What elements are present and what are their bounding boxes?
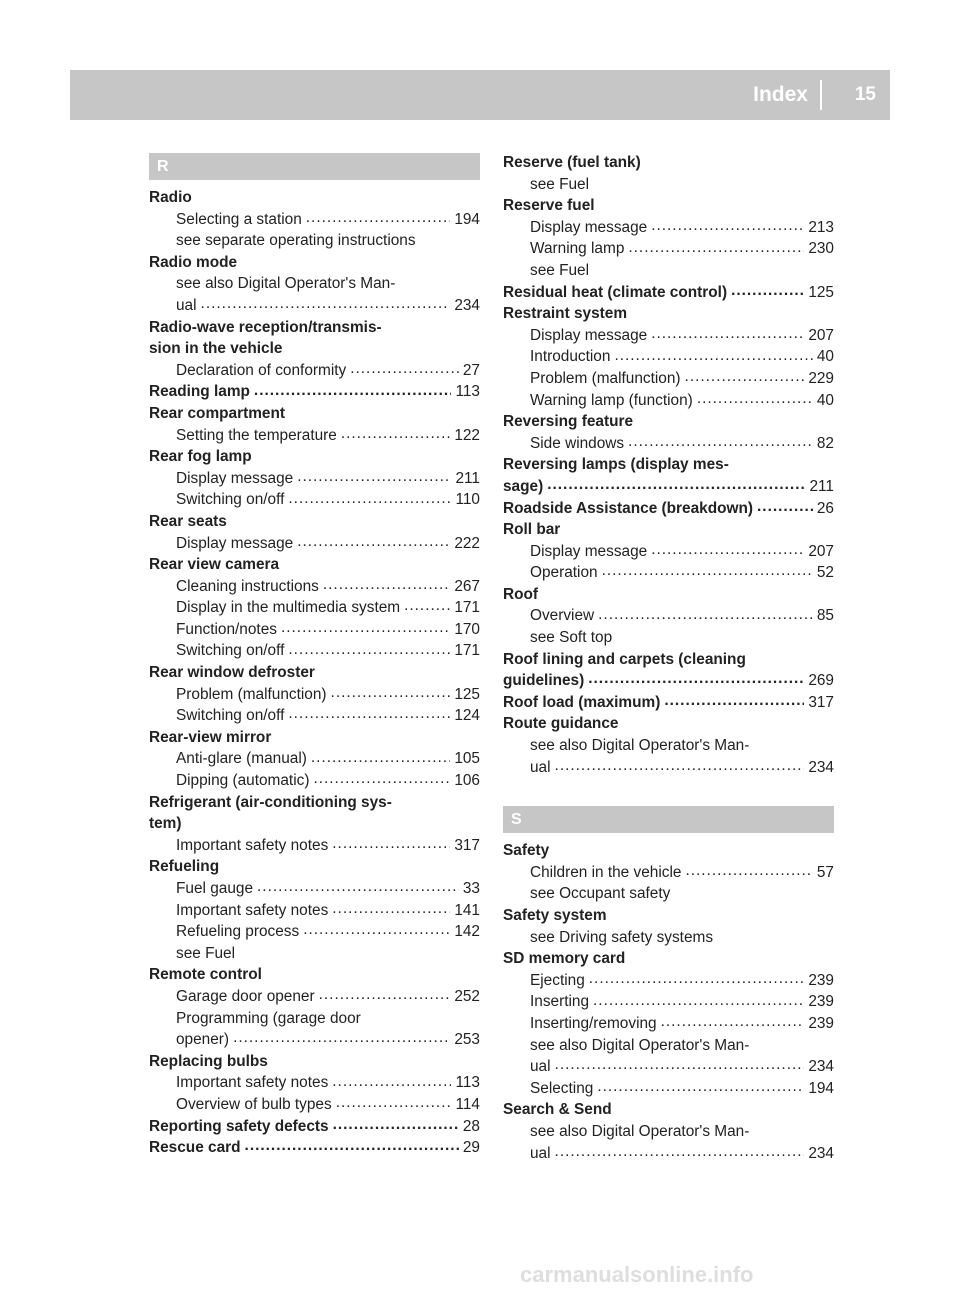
index-letter-heading: S bbox=[503, 806, 834, 833]
index-entry bbox=[149, 338, 480, 360]
page-reference[interactable]: 125 bbox=[808, 283, 834, 301]
entry-text: Side windows bbox=[530, 434, 625, 452]
page-reference[interactable]: 239 bbox=[808, 971, 834, 989]
dot-leader bbox=[201, 295, 451, 317]
index-subentry bbox=[149, 489, 480, 511]
index-entry bbox=[149, 1137, 480, 1159]
entry-text: Selecting a station bbox=[176, 210, 302, 228]
dot-leader bbox=[697, 390, 813, 412]
page-reference[interactable]: 317 bbox=[454, 836, 480, 854]
entry-text: sage) bbox=[503, 477, 544, 495]
entry-text: Reversing feature bbox=[503, 413, 634, 431]
index-subentry bbox=[503, 1121, 834, 1143]
index-subentry bbox=[503, 757, 834, 779]
index-subentry bbox=[503, 346, 834, 368]
index-entry bbox=[503, 498, 834, 520]
index-entry bbox=[149, 792, 480, 814]
dot-leader bbox=[297, 533, 450, 555]
index-entry bbox=[149, 511, 480, 533]
index-subentry bbox=[503, 627, 834, 649]
entry-text: see Driving safety systems bbox=[530, 928, 714, 946]
entry-text: see also Digital Operator's Man- bbox=[530, 1122, 750, 1140]
dot-leader bbox=[555, 1143, 805, 1165]
index-subentry bbox=[503, 390, 834, 412]
page-reference[interactable]: 141 bbox=[454, 901, 480, 919]
entry-text: Route guidance bbox=[503, 715, 619, 733]
entry-text: Rear window defroster bbox=[149, 664, 315, 682]
entry-text: Switching on/off bbox=[176, 491, 285, 509]
dot-leader bbox=[333, 1116, 459, 1138]
entry-text: Rear view camera bbox=[149, 556, 280, 574]
dot-leader bbox=[350, 360, 459, 382]
index-subentry bbox=[149, 230, 480, 252]
index-subentry bbox=[503, 562, 834, 584]
index-subentry bbox=[503, 927, 834, 949]
dot-leader bbox=[257, 878, 459, 900]
index-subentry bbox=[149, 273, 480, 295]
entry-text: Programming (garage door bbox=[176, 1009, 361, 1027]
dot-leader bbox=[332, 1072, 451, 1094]
entry-text: Replacing bulbs bbox=[149, 1052, 268, 1070]
entry-text: see Fuel bbox=[530, 175, 590, 193]
entry-text: ual bbox=[530, 1144, 551, 1162]
entry-text: Important safety notes bbox=[176, 1074, 329, 1092]
index-subentry bbox=[503, 260, 834, 282]
entry-text: Radio bbox=[149, 189, 192, 206]
dot-leader bbox=[628, 433, 813, 455]
index-entry bbox=[503, 303, 834, 325]
index-letter-heading: R bbox=[149, 153, 480, 180]
index-subentry bbox=[149, 1072, 480, 1094]
dot-leader bbox=[323, 576, 450, 598]
entry-text: Rear compartment bbox=[149, 404, 285, 422]
dot-leader bbox=[319, 986, 451, 1008]
entry-text: Dipping (automatic) bbox=[176, 772, 310, 790]
dot-leader bbox=[651, 217, 804, 239]
entry-text: see Fuel bbox=[176, 944, 236, 962]
index-entry bbox=[503, 1099, 834, 1121]
index-entry bbox=[503, 411, 834, 433]
dot-leader bbox=[254, 381, 452, 403]
index-subentry bbox=[149, 770, 480, 792]
dot-leader bbox=[332, 900, 450, 922]
entry-text: Display message bbox=[176, 534, 294, 552]
index-subentry bbox=[149, 835, 480, 857]
entry-text: Inserting/removing bbox=[530, 1014, 657, 1032]
dot-leader bbox=[597, 1078, 804, 1100]
entry-text: Operation bbox=[530, 564, 598, 582]
index-entry bbox=[149, 1116, 480, 1138]
entry-text: Overview of bulb types bbox=[176, 1095, 332, 1113]
page-reference[interactable]: 267 bbox=[454, 577, 480, 595]
page-reference[interactable]: 234 bbox=[808, 1058, 834, 1076]
index-subentry bbox=[503, 1056, 834, 1078]
page-reference[interactable]: 170 bbox=[454, 620, 480, 638]
index-column-left bbox=[149, 153, 480, 1159]
entry-text: Roof bbox=[503, 585, 539, 603]
entry-text: Reserve fuel bbox=[503, 197, 595, 215]
dot-leader bbox=[651, 541, 804, 563]
entry-text: Cleaning instructions bbox=[176, 577, 319, 595]
page-reference[interactable]: 52 bbox=[816, 564, 834, 582]
index-subentry bbox=[149, 878, 480, 900]
index-entry bbox=[503, 454, 834, 476]
entry-text: Important safety notes bbox=[176, 901, 329, 919]
index-subentry bbox=[149, 360, 480, 382]
page-reference[interactable]: 105 bbox=[454, 750, 480, 768]
entry-text: Garage door opener bbox=[176, 987, 315, 1005]
dot-leader bbox=[731, 282, 804, 304]
index-subentry bbox=[149, 1029, 480, 1051]
entry-text: opener) bbox=[176, 1031, 230, 1049]
entry-text: Rear-view mirror bbox=[149, 728, 272, 746]
page-reference[interactable]: 28 bbox=[462, 1117, 480, 1135]
page-reference[interactable]: 317 bbox=[808, 693, 834, 711]
page-reference[interactable]: 57 bbox=[816, 863, 834, 881]
page-reference[interactable]: 125 bbox=[454, 685, 480, 703]
entry-text: Search & Send bbox=[503, 1101, 612, 1119]
entry-text: ual bbox=[176, 296, 197, 314]
index-subentry bbox=[149, 921, 480, 943]
page-reference[interactable]: 171 bbox=[454, 599, 480, 617]
page-reference[interactable]: 213 bbox=[808, 218, 834, 236]
index-entry bbox=[149, 554, 480, 576]
entry-text: Refrigerant (air-conditioning sys- bbox=[149, 793, 392, 811]
page-reference[interactable]: 207 bbox=[808, 326, 834, 344]
dot-leader bbox=[547, 476, 805, 498]
index-subentry bbox=[149, 705, 480, 727]
index-subentry bbox=[503, 1013, 834, 1035]
index-subentry bbox=[503, 1143, 834, 1165]
index-entry bbox=[149, 403, 480, 425]
entry-text: Anti-glare (manual) bbox=[176, 750, 307, 768]
entry-text: see Occupant safety bbox=[530, 885, 671, 903]
entry-text: Switching on/off bbox=[176, 707, 285, 725]
index-entry bbox=[503, 905, 834, 927]
index-entry bbox=[503, 713, 834, 735]
dot-leader bbox=[661, 1013, 805, 1035]
index-entry bbox=[503, 519, 834, 541]
dot-leader bbox=[245, 1137, 459, 1159]
entry-text: Restraint system bbox=[503, 305, 628, 323]
page-reference[interactable]: 40 bbox=[816, 348, 834, 366]
entry-text: see Soft top bbox=[530, 629, 613, 647]
index-entry bbox=[149, 964, 480, 986]
page-reference[interactable]: 239 bbox=[808, 1014, 834, 1032]
page-reference[interactable]: 33 bbox=[462, 880, 480, 897]
index-subentry bbox=[149, 425, 480, 447]
dot-leader bbox=[664, 692, 804, 714]
page-reference[interactable]: 239 bbox=[808, 993, 834, 1011]
index-entry bbox=[149, 187, 480, 209]
dot-leader bbox=[303, 921, 450, 943]
index-subentry bbox=[149, 1008, 480, 1030]
index-entry bbox=[149, 856, 480, 878]
entry-text: Problem (malfunction) bbox=[176, 685, 327, 703]
page-reference[interactable]: 230 bbox=[808, 240, 834, 258]
entry-text: Rear seats bbox=[149, 512, 227, 530]
entry-text: Setting the temperature bbox=[176, 426, 337, 444]
watermark: carmanualsonline.info bbox=[520, 1262, 754, 1287]
index-column-right bbox=[503, 152, 834, 1164]
index-entry bbox=[149, 1051, 480, 1073]
index-subentry bbox=[503, 1035, 834, 1057]
dot-leader bbox=[288, 640, 450, 662]
dot-leader bbox=[288, 705, 450, 727]
section-title: Index bbox=[753, 80, 822, 110]
dot-leader bbox=[685, 862, 812, 884]
index-subentry bbox=[503, 325, 834, 347]
index-subentry bbox=[503, 991, 834, 1013]
entry-text: Problem (malfunction) bbox=[530, 369, 681, 387]
dot-leader bbox=[598, 605, 813, 627]
dot-leader bbox=[651, 325, 804, 347]
page-reference[interactable]: 113 bbox=[455, 1074, 480, 1092]
dot-leader bbox=[602, 562, 813, 584]
page-reference[interactable]: 40 bbox=[816, 391, 834, 409]
entry-text: Roof load (maximum) bbox=[503, 693, 661, 711]
page-reference[interactable]: 234 bbox=[808, 1144, 834, 1162]
entry-text: ual bbox=[530, 758, 551, 776]
index-subentry bbox=[503, 970, 834, 992]
page-reference[interactable]: 234 bbox=[808, 758, 834, 776]
index-entry bbox=[503, 670, 834, 692]
entry-text: Display in the multimedia system bbox=[176, 599, 401, 617]
index-subentry bbox=[149, 209, 480, 231]
dot-leader bbox=[288, 489, 451, 511]
index-subentry bbox=[503, 541, 834, 563]
index-subentry bbox=[503, 862, 834, 884]
entry-text: Overview bbox=[530, 607, 595, 625]
index-subentry bbox=[149, 295, 480, 317]
entry-text: tem) bbox=[149, 815, 182, 833]
entry-text: Display message bbox=[530, 542, 648, 560]
index-subentry bbox=[149, 597, 480, 619]
index-entry bbox=[149, 252, 480, 274]
index-subentry bbox=[149, 619, 480, 641]
page-reference[interactable]: 171 bbox=[454, 642, 480, 660]
entry-text: see also Digital Operator's Man- bbox=[530, 737, 750, 755]
dot-leader bbox=[233, 1029, 450, 1051]
index-subentry bbox=[503, 368, 834, 390]
entry-text: Safety bbox=[503, 842, 550, 860]
page-reference[interactable]: 211 bbox=[455, 469, 480, 487]
dot-leader bbox=[281, 619, 450, 641]
page-reference[interactable]: 211 bbox=[809, 477, 834, 495]
index-entry bbox=[149, 446, 480, 468]
entry-text: Selecting bbox=[530, 1079, 594, 1097]
entry-text: Roadside Assistance (breakdown) bbox=[503, 499, 754, 517]
entry-text: ual bbox=[530, 1058, 551, 1076]
index-subentry bbox=[503, 433, 834, 455]
index-subentry bbox=[503, 238, 834, 260]
page-reference[interactable]: 269 bbox=[808, 672, 834, 690]
entry-text: Refueling process bbox=[176, 923, 300, 941]
entry-text: Introduction bbox=[530, 348, 611, 366]
page-reference[interactable]: 124 bbox=[454, 707, 480, 725]
dot-leader bbox=[628, 238, 804, 260]
index-subentry bbox=[149, 640, 480, 662]
entry-text: Switching on/off bbox=[176, 642, 285, 660]
page-reference[interactable]: 82 bbox=[816, 434, 834, 452]
index-subentry bbox=[149, 986, 480, 1008]
entry-text: see also Digital Operator's Man- bbox=[176, 275, 396, 293]
index-entry bbox=[149, 317, 480, 339]
index-entry bbox=[503, 282, 834, 304]
index-subentry bbox=[149, 533, 480, 555]
page-reference[interactable]: 234 bbox=[454, 296, 480, 314]
entry-text: Fuel gauge bbox=[176, 880, 254, 897]
dot-leader bbox=[589, 970, 805, 992]
entry-text: see Fuel bbox=[530, 261, 590, 279]
entry-text: Display message bbox=[530, 326, 648, 344]
dot-leader bbox=[341, 425, 450, 447]
entry-text: Reserve (fuel tank) bbox=[503, 154, 641, 171]
page-reference[interactable]: 207 bbox=[808, 542, 834, 560]
entry-text: Warning lamp (function) bbox=[530, 391, 693, 409]
entry-text: Ejecting bbox=[530, 971, 585, 989]
page-reference[interactable]: 106 bbox=[454, 772, 480, 790]
dot-leader bbox=[757, 498, 813, 520]
index-subentry bbox=[149, 468, 480, 490]
index-subentry bbox=[503, 174, 834, 196]
page-reference[interactable]: 110 bbox=[455, 491, 480, 509]
dot-leader bbox=[311, 748, 450, 770]
entry-text: Display message bbox=[176, 469, 294, 487]
entry-text: Declaration of conformity bbox=[176, 361, 347, 379]
index-entry bbox=[503, 152, 834, 174]
dot-leader bbox=[588, 670, 804, 692]
entry-text: Reversing lamps (display mes- bbox=[503, 456, 729, 474]
page-reference[interactable]: 85 bbox=[816, 607, 834, 625]
page-number: 15 bbox=[854, 84, 876, 105]
dot-leader bbox=[331, 684, 451, 706]
index-subentry bbox=[503, 605, 834, 627]
entry-text: Reading lamp bbox=[149, 383, 250, 401]
page-reference[interactable]: 113 bbox=[455, 383, 480, 401]
dot-leader bbox=[404, 597, 450, 619]
header-bar bbox=[70, 70, 890, 120]
entry-text: Display message bbox=[530, 218, 648, 236]
entry-text: Important safety notes bbox=[176, 836, 329, 854]
index-subentry bbox=[149, 943, 480, 965]
index-subentry bbox=[149, 900, 480, 922]
dot-leader bbox=[306, 209, 451, 231]
index-subentry bbox=[503, 1078, 834, 1100]
dot-leader bbox=[614, 346, 812, 368]
index-subentry bbox=[149, 1094, 480, 1116]
entry-text: Roof lining and carpets (cleaning bbox=[503, 650, 746, 668]
index-subentry bbox=[503, 883, 834, 905]
index-entry bbox=[149, 662, 480, 684]
entry-text: Roll bar bbox=[503, 521, 561, 539]
entry-text: guidelines) bbox=[503, 672, 585, 690]
index-entry bbox=[503, 948, 834, 970]
entry-text: Warning lamp bbox=[530, 240, 625, 258]
entry-text: Function/notes bbox=[176, 620, 277, 638]
entry-text: Refueling bbox=[149, 858, 220, 876]
entry-text: SD memory card bbox=[503, 950, 626, 968]
index-entry bbox=[503, 692, 834, 714]
dot-leader bbox=[336, 1094, 452, 1116]
index-entry bbox=[503, 476, 834, 498]
page-reference[interactable]: 27 bbox=[462, 361, 480, 379]
entry-text: Inserting bbox=[530, 993, 590, 1011]
index-entry bbox=[503, 195, 834, 217]
index-entry bbox=[149, 727, 480, 749]
index-subentry bbox=[149, 576, 480, 598]
entry-text: Remote control bbox=[149, 966, 262, 984]
index-subentry bbox=[503, 735, 834, 757]
entry-text: Radio mode bbox=[149, 253, 238, 271]
index-entry bbox=[149, 381, 480, 403]
entry-text: Children in the vehicle bbox=[530, 863, 682, 881]
dot-leader bbox=[555, 757, 805, 779]
section-spacer bbox=[503, 778, 834, 806]
entry-text: Safety system bbox=[503, 907, 607, 924]
page-reference[interactable]: 222 bbox=[454, 534, 480, 552]
dot-leader bbox=[593, 991, 804, 1013]
dot-leader bbox=[313, 770, 450, 792]
index-entry bbox=[149, 813, 480, 835]
page-reference[interactable]: 142 bbox=[454, 923, 480, 941]
entry-text: sion in the vehicle bbox=[149, 340, 283, 358]
dot-leader bbox=[685, 368, 805, 390]
dot-leader bbox=[555, 1056, 805, 1078]
index-subentry bbox=[149, 748, 480, 770]
entry-text: Rescue card bbox=[149, 1139, 241, 1157]
entry-text: Radio-wave reception/transmis- bbox=[149, 318, 382, 336]
entry-text: see separate operating instructions bbox=[176, 232, 416, 250]
page-reference[interactable]: 194 bbox=[454, 210, 480, 228]
dot-leader bbox=[332, 835, 450, 857]
entry-text: see also Digital Operator's Man- bbox=[530, 1036, 750, 1054]
page-reference[interactable]: 194 bbox=[808, 1079, 834, 1097]
page-reference[interactable]: 29 bbox=[462, 1139, 480, 1157]
index-subentry bbox=[149, 684, 480, 706]
page-reference[interactable]: 229 bbox=[808, 369, 834, 387]
page-reference[interactable]: 26 bbox=[816, 499, 834, 517]
dot-leader bbox=[297, 468, 451, 490]
entry-text: Residual heat (climate control) bbox=[503, 283, 728, 301]
page-reference[interactable]: 122 bbox=[454, 426, 480, 444]
page-reference[interactable]: 252 bbox=[454, 987, 480, 1005]
index-entry bbox=[503, 840, 834, 862]
entry-text: Reporting safety defects bbox=[149, 1117, 329, 1135]
page-reference[interactable]: 253 bbox=[454, 1031, 480, 1049]
index-entry bbox=[503, 649, 834, 671]
index-subentry bbox=[503, 217, 834, 239]
page-reference[interactable]: 114 bbox=[455, 1095, 480, 1113]
index-entry bbox=[503, 584, 834, 606]
entry-text: Rear fog lamp bbox=[149, 448, 252, 466]
